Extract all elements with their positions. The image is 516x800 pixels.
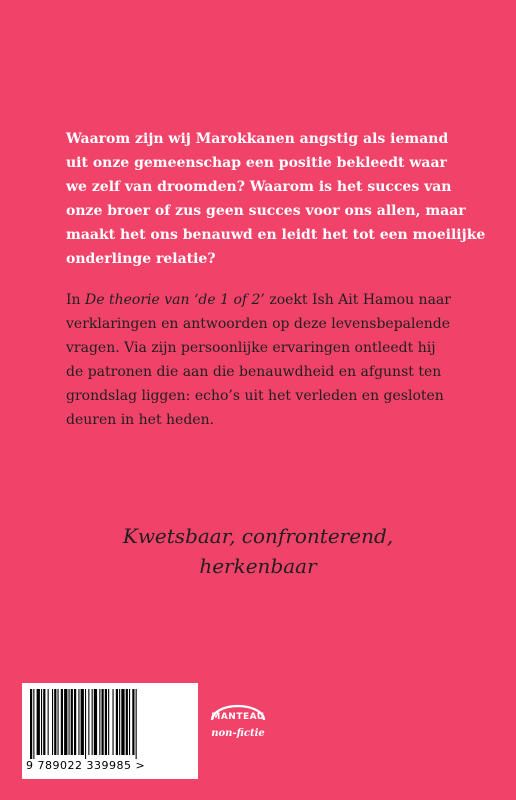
barcode-bar [126,689,128,755]
description-line: verklaringen en antwoorden op deze levensbepalende [66,316,451,332]
barcode-bar [113,689,114,755]
barcode-bar [30,689,32,759]
barcode-bar [64,689,67,755]
barcode-bar [37,689,40,755]
barcode-bars-icon [22,683,198,763]
publisher-imprint: non-fictie [211,728,265,739]
barcode-bar [88,689,89,755]
barcode-bar [105,689,107,755]
description-line: deuren in het heden. [66,412,215,428]
barcode-bar [43,689,45,755]
barcode-bar [119,689,120,755]
description-line [66,288,466,312]
description-paragraph [66,288,466,432]
barcode-bar [116,689,118,755]
tagline [0,521,516,581]
intro-line: maakt het ons benauwd en leidt het tot een moeilijke [66,227,486,243]
barcode-bar [81,689,84,755]
isbn-digits: 9 789022 339985 > [26,759,146,772]
barcode-bar [48,689,49,755]
barcode-bar [108,689,109,755]
book-title: De theorie van ‘de 1 of 2’ [85,292,265,308]
barcode-bar [129,689,130,755]
description-line: de patronen die aan die benauwdheid en afgunst ten [66,364,442,380]
tagline-line: Kwetsbaar, confronterend, [122,524,394,548]
barcode-bar [78,689,79,755]
description-suffix: zoekt Ish Ait Hamou naar [264,292,451,308]
barcode-bar [85,689,86,759]
description-prefix: In [66,292,85,308]
description-line: grondslag liggen: echo’s uit het verleden en gesloten [66,388,444,404]
barcode-bar [58,689,59,755]
barcode-bar [69,689,70,755]
barcode-bar [61,689,63,755]
tagline-line: herkenbaar [199,554,317,578]
barcode-bar [99,689,100,755]
publisher-name: MANTEAU [211,712,265,722]
intro-paragraph [66,127,486,271]
barcode-bar [33,689,34,759]
barcode-bar [52,689,53,755]
barcode-bar [92,689,93,755]
intro-line: uit onze gemeenschap een positie bekleedt waar [66,155,447,171]
barcode-bar [71,689,73,755]
barcode-bar [41,689,42,755]
barcode-bar [136,689,137,759]
barcode-bar [132,689,134,755]
intro-line: Waarom zijn wij Marokkanen angstig als iemand [66,131,449,147]
intro-line: onderlinge relatie? [66,251,216,267]
intro-line: we zelf van droomden? Waarom is het succes van [66,179,452,195]
barcode-bar [54,689,56,755]
intro-line: onze broer of zus geen succes voor ons allen, maar [66,203,466,219]
barcode-bar [121,689,124,755]
isbn-barcode [22,683,198,779]
description-line: vragen. Via zijn persoonlijke ervaringen ontleedt hij [66,340,436,356]
barcode-bar [74,689,76,755]
barcode-bar [102,689,104,755]
barcode-bar [94,689,97,755]
publisher-logo [198,702,278,762]
